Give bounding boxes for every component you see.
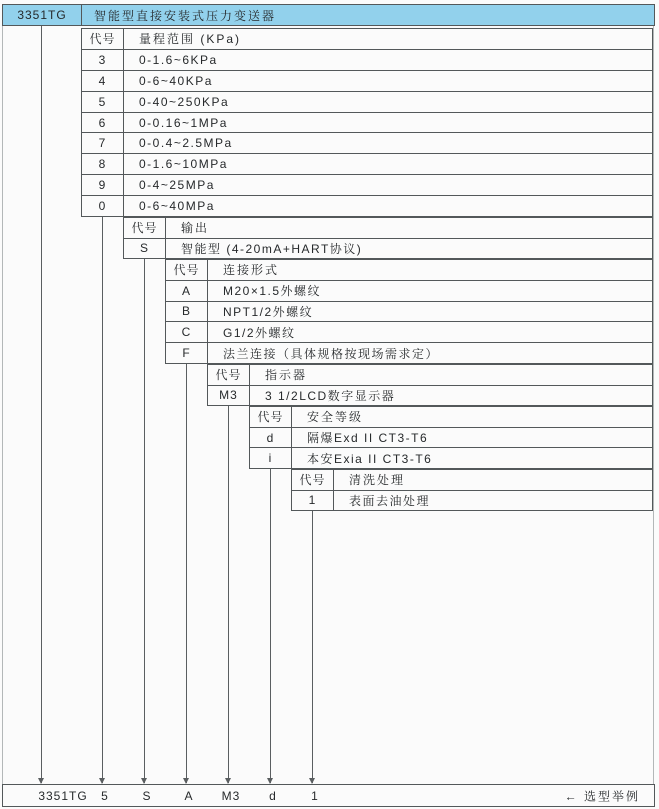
row-code: F — [166, 343, 208, 363]
row-label: 3 1/2LCD数字显示器 — [265, 388, 396, 403]
table-row — [166, 281, 652, 302]
table-row — [166, 322, 652, 343]
range-table — [81, 28, 653, 217]
row-code: 9 — [82, 175, 124, 195]
row-code: 1 — [292, 491, 334, 511]
selection-line-model — [41, 26, 42, 783]
output-table — [123, 217, 653, 259]
row-label: 0-40~250KPa — [139, 94, 230, 109]
safety-table — [249, 406, 653, 469]
row-label: 0-6~40KPa — [139, 73, 213, 88]
cleaning-table — [291, 469, 653, 511]
row-code: M3 — [208, 386, 250, 406]
table-row — [250, 448, 652, 468]
code-column-header: 代号 — [292, 470, 334, 490]
label-column-header: 指示器 — [265, 368, 308, 383]
row-code: B — [166, 302, 208, 322]
row-label: 表面去油处理 — [349, 493, 431, 508]
row-label: 隔爆Exd II CT3-T6 — [307, 431, 429, 445]
label-column-header: 连接形式 — [223, 263, 280, 278]
row-code: 8 — [82, 154, 124, 174]
row-code: 0 — [82, 196, 124, 216]
table-row — [250, 428, 652, 449]
table-row — [82, 133, 652, 154]
row-code: 3 — [82, 50, 124, 70]
label-column-header: 清洗处理 — [349, 473, 406, 488]
code-column-header: 代号 — [124, 218, 166, 238]
row-code: 5 — [82, 92, 124, 112]
example-value-cleaning: 1 — [311, 788, 319, 803]
label-column-header: 输出 — [181, 221, 210, 236]
table-row — [82, 71, 652, 92]
table-row — [292, 491, 652, 511]
selection-line-safety — [270, 469, 271, 783]
table-header-row — [208, 365, 652, 386]
code-column-header: 代号 — [166, 260, 208, 280]
row-code: d — [250, 428, 292, 448]
product-model: 3351TG — [3, 5, 82, 25]
connection-table — [165, 259, 653, 364]
row-label: 0-4~25MPa — [139, 178, 215, 193]
table-row — [124, 239, 652, 259]
row-label: 0-1.6~10MPa — [139, 157, 228, 172]
table-row — [166, 343, 652, 363]
selection-line-cleaning — [312, 511, 313, 783]
table-header-row — [82, 29, 652, 50]
table-row — [208, 386, 652, 406]
example-value-indicator: M3 — [221, 788, 241, 803]
row-label: 智能型 (4-20mA+HART协议) — [181, 241, 363, 256]
table-row — [82, 175, 652, 196]
example-value-model: 3351TG — [38, 788, 88, 803]
example-note: ← 选型举例 — [564, 789, 640, 803]
example-value-connection: A — [184, 788, 194, 803]
table-header-row — [166, 260, 652, 281]
code-column-header: 代号 — [250, 407, 292, 427]
example-value-safety: d — [269, 788, 277, 803]
table-row — [82, 113, 652, 134]
row-code: A — [166, 281, 208, 301]
product-header — [2, 4, 655, 26]
table-header-row — [250, 407, 652, 428]
page-right-edge-line — [653, 26, 654, 784]
table-row — [166, 302, 652, 323]
label-column-header: 量程范围 (KPa) — [139, 32, 242, 47]
row-label: 0-0.4~2.5MPa — [139, 136, 233, 151]
product-title: 智能型直接安装式压力变送器 — [94, 8, 277, 23]
selection-line-output — [144, 259, 145, 783]
example-value-range: 5 — [101, 788, 109, 803]
row-label: NPT1/2外螺纹 — [223, 304, 314, 319]
page-left-edge-line — [2, 26, 3, 784]
code-column-header: 代号 — [208, 365, 250, 385]
table-row — [82, 154, 652, 175]
table-header-row — [124, 218, 652, 239]
row-code: S — [124, 239, 166, 259]
table-row — [82, 196, 652, 216]
row-label: G1/2外螺纹 — [223, 325, 296, 340]
row-label: 法兰连接（具体规格按现场需求定） — [223, 346, 440, 361]
selection-line-range — [102, 217, 103, 783]
row-label: 本安Exia II CT3-T6 — [307, 451, 433, 466]
code-column-header: 代号 — [82, 29, 124, 49]
row-code: 7 — [82, 133, 124, 153]
row-label: 0-0.16~1MPa — [139, 115, 228, 130]
table-header-row — [292, 470, 652, 491]
example-row — [2, 784, 655, 807]
row-code: i — [250, 448, 292, 468]
row-label: M20×1.5外螺纹 — [223, 284, 322, 299]
table-row — [82, 92, 652, 113]
row-label: 0-1.6~6KPa — [139, 52, 218, 67]
example-value-output: S — [142, 788, 152, 803]
label-column-header: 安全等级 — [307, 410, 364, 425]
selection-line-indicator — [228, 406, 229, 783]
table-row — [82, 50, 652, 71]
row-code: C — [166, 322, 208, 342]
indicator-table — [207, 364, 653, 406]
row-code: 4 — [82, 71, 124, 91]
row-code: 6 — [82, 113, 124, 133]
selection-line-connection — [186, 364, 187, 783]
row-label: 0-6~40MPa — [139, 199, 215, 214]
